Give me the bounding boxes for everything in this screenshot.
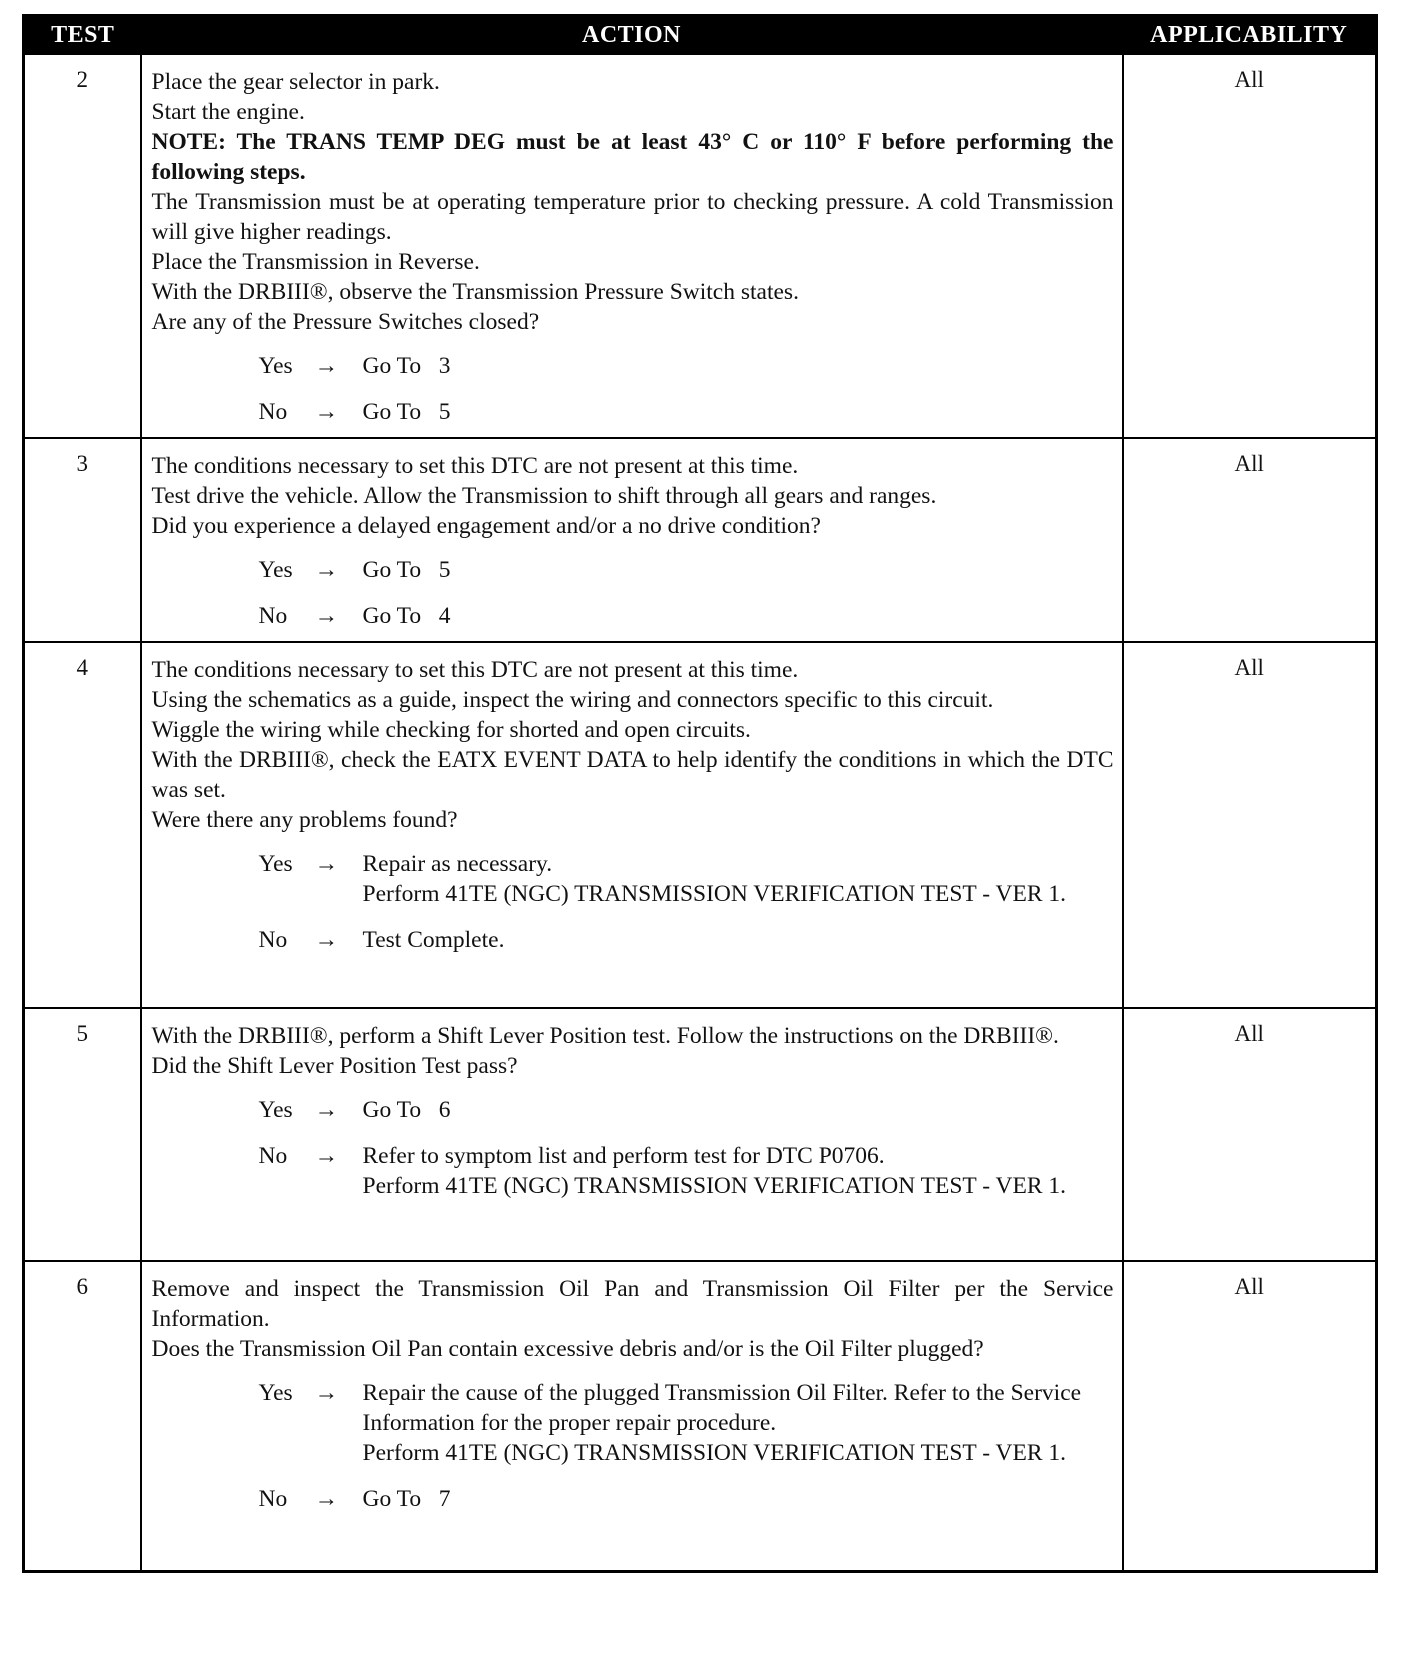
instruction-text: Did you experience a delayed engagement and/or a no drive condition? xyxy=(151,513,821,539)
right-arrow-icon: → xyxy=(314,557,338,583)
instruction-text: Are any of the Pressure Switches closed? xyxy=(151,309,540,335)
answer-result xyxy=(363,351,1114,381)
instruction-text: With the DRBIII®, check the EATX EVENT DATA to help identify the conditions in which the DTC was set. xyxy=(151,747,1114,803)
answer-result-line: Repair the cause of the plugged Transmission Oil Filter. Refer to the Service Information for the proper repair procedure. xyxy=(362,1380,1087,1436)
answer-result xyxy=(363,397,1114,427)
applicability-value: All xyxy=(1123,438,1377,642)
test-number: 3 xyxy=(24,438,141,642)
answer-key: Yes xyxy=(258,1097,293,1123)
action-cell xyxy=(141,54,1123,438)
answer-result xyxy=(363,849,1114,909)
applicability-value: All xyxy=(1123,1008,1377,1261)
answer-result xyxy=(363,925,1114,955)
answer-result-line: Go To 5 xyxy=(362,399,451,425)
answer-result-line: Go To 3 xyxy=(362,353,451,379)
action-cell xyxy=(141,1008,1123,1261)
answer-key: No xyxy=(258,927,288,953)
answer-key: Yes xyxy=(258,1380,293,1406)
answer-yes xyxy=(259,849,1114,909)
right-arrow-icon: → xyxy=(314,1380,338,1406)
test-number: 6 xyxy=(24,1261,141,1571)
answer-list xyxy=(152,1095,1114,1201)
diagnostic-test-table xyxy=(22,14,1378,1573)
header-test: TEST xyxy=(24,16,141,55)
right-arrow-icon: → xyxy=(314,399,338,425)
answer-result-line: Perform 41TE (NGC) TRANSMISSION VERIFICATION TEST - VER 1. xyxy=(362,1173,1066,1199)
answer-list xyxy=(152,849,1114,955)
answer-no xyxy=(259,397,1114,427)
instruction-text: Did the Shift Lever Position Test pass? xyxy=(151,1053,518,1079)
instruction-text: Were there any problems found? xyxy=(151,807,458,833)
answer-no xyxy=(259,1484,1114,1514)
answer-result xyxy=(363,1141,1114,1201)
instruction-text: The Transmission must be at operating temperature prior to checking pressure. A cold Transmission will give higher readings. xyxy=(151,189,1114,245)
right-arrow-icon: → xyxy=(314,1486,338,1512)
header-action: ACTION xyxy=(141,16,1123,55)
test-number: 4 xyxy=(24,642,141,1008)
answer-result xyxy=(363,1095,1114,1125)
answer-result-line: Test Complete. xyxy=(362,927,505,953)
answer-result-line: Go To 5 xyxy=(362,557,451,583)
answer-yes xyxy=(259,555,1114,585)
answer-list xyxy=(152,351,1114,427)
right-arrow-icon: → xyxy=(314,851,338,877)
answer-result xyxy=(363,1484,1114,1514)
instruction-text: Does the Transmission Oil Pan contain excessive debris and/or is the Oil Filter plugged? xyxy=(151,1336,984,1362)
answer-key: No xyxy=(258,603,288,629)
answer-no xyxy=(259,1141,1114,1201)
test-number: 2 xyxy=(24,54,141,438)
action-cell xyxy=(141,1261,1123,1571)
answer-list xyxy=(152,1378,1114,1514)
answer-list xyxy=(152,555,1114,631)
table-row xyxy=(24,438,1377,642)
answer-yes xyxy=(259,1378,1114,1468)
answer-result-line: Repair as necessary. xyxy=(362,851,553,877)
answer-key: No xyxy=(258,1143,288,1169)
instruction-text: The conditions necessary to set this DTC are not present at this time. xyxy=(151,453,799,479)
answer-result-line: Perform 41TE (NGC) TRANSMISSION VERIFICATION TEST - VER 1. xyxy=(362,881,1066,907)
answer-yes xyxy=(259,1095,1114,1125)
answer-yes xyxy=(259,351,1114,381)
answer-key: Yes xyxy=(258,557,293,583)
table-row xyxy=(24,642,1377,1008)
right-arrow-icon: → xyxy=(314,353,338,379)
header-applicability: APPLICABILITY xyxy=(1123,16,1377,55)
answer-key: No xyxy=(258,1486,288,1512)
note-text: NOTE: The TRANS TEMP DEG must be at least 43° C or 110° F before performing the following steps. xyxy=(151,129,1114,185)
applicability-value: All xyxy=(1123,1261,1377,1571)
table-row xyxy=(24,1008,1377,1261)
instruction-text: Place the Transmission in Reverse. xyxy=(151,249,480,275)
answer-result-line: Refer to symptom list and perform test for DTC P0706. xyxy=(362,1143,885,1169)
answer-key: Yes xyxy=(258,851,293,877)
table-row xyxy=(24,1261,1377,1571)
right-arrow-icon: → xyxy=(314,603,338,629)
instruction-text: Wiggle the wiring while checking for shorted and open circuits. xyxy=(151,717,751,743)
answer-result xyxy=(363,1378,1114,1468)
table-row xyxy=(24,54,1377,438)
instruction-text: With the DRBIII®, perform a Shift Lever Position test. Follow the instructions on the DRBIII®. xyxy=(151,1023,1059,1049)
right-arrow-icon: → xyxy=(314,927,338,953)
answer-no xyxy=(259,601,1114,631)
answer-result xyxy=(363,601,1114,631)
test-number: 5 xyxy=(24,1008,141,1261)
answer-key: Yes xyxy=(258,353,293,379)
answer-result-line: Go To 6 xyxy=(362,1097,451,1123)
instruction-text: With the DRBIII®, observe the Transmission Pressure Switch states. xyxy=(151,279,799,305)
action-cell xyxy=(141,438,1123,642)
instruction-text: Remove and inspect the Transmission Oil Pan and Transmission Oil Filter per the Service Information. xyxy=(151,1276,1114,1332)
right-arrow-icon: → xyxy=(314,1143,338,1169)
answer-result-line: Go To 4 xyxy=(362,603,451,629)
instruction-text: Test drive the vehicle. Allow the Transmission to shift through all gears and ranges. xyxy=(151,483,937,509)
answer-key: No xyxy=(258,399,288,425)
answer-result xyxy=(363,555,1114,585)
table-header-row xyxy=(24,16,1377,55)
answer-no xyxy=(259,925,1114,955)
action-cell xyxy=(141,642,1123,1008)
applicability-value: All xyxy=(1123,642,1377,1008)
instruction-text: Start the engine. xyxy=(151,99,305,125)
answer-result-line: Perform 41TE (NGC) TRANSMISSION VERIFICATION TEST - VER 1. xyxy=(362,1440,1066,1466)
applicability-value: All xyxy=(1123,54,1377,438)
table-body xyxy=(24,54,1377,1571)
instruction-text: The conditions necessary to set this DTC are not present at this time. xyxy=(151,657,799,683)
answer-result-line: Go To 7 xyxy=(362,1486,451,1512)
instruction-text: Place the gear selector in park. xyxy=(151,69,440,95)
instruction-text: Using the schematics as a guide, inspect the wiring and connectors specific to this circuit. xyxy=(151,687,994,713)
right-arrow-icon: → xyxy=(314,1097,338,1123)
